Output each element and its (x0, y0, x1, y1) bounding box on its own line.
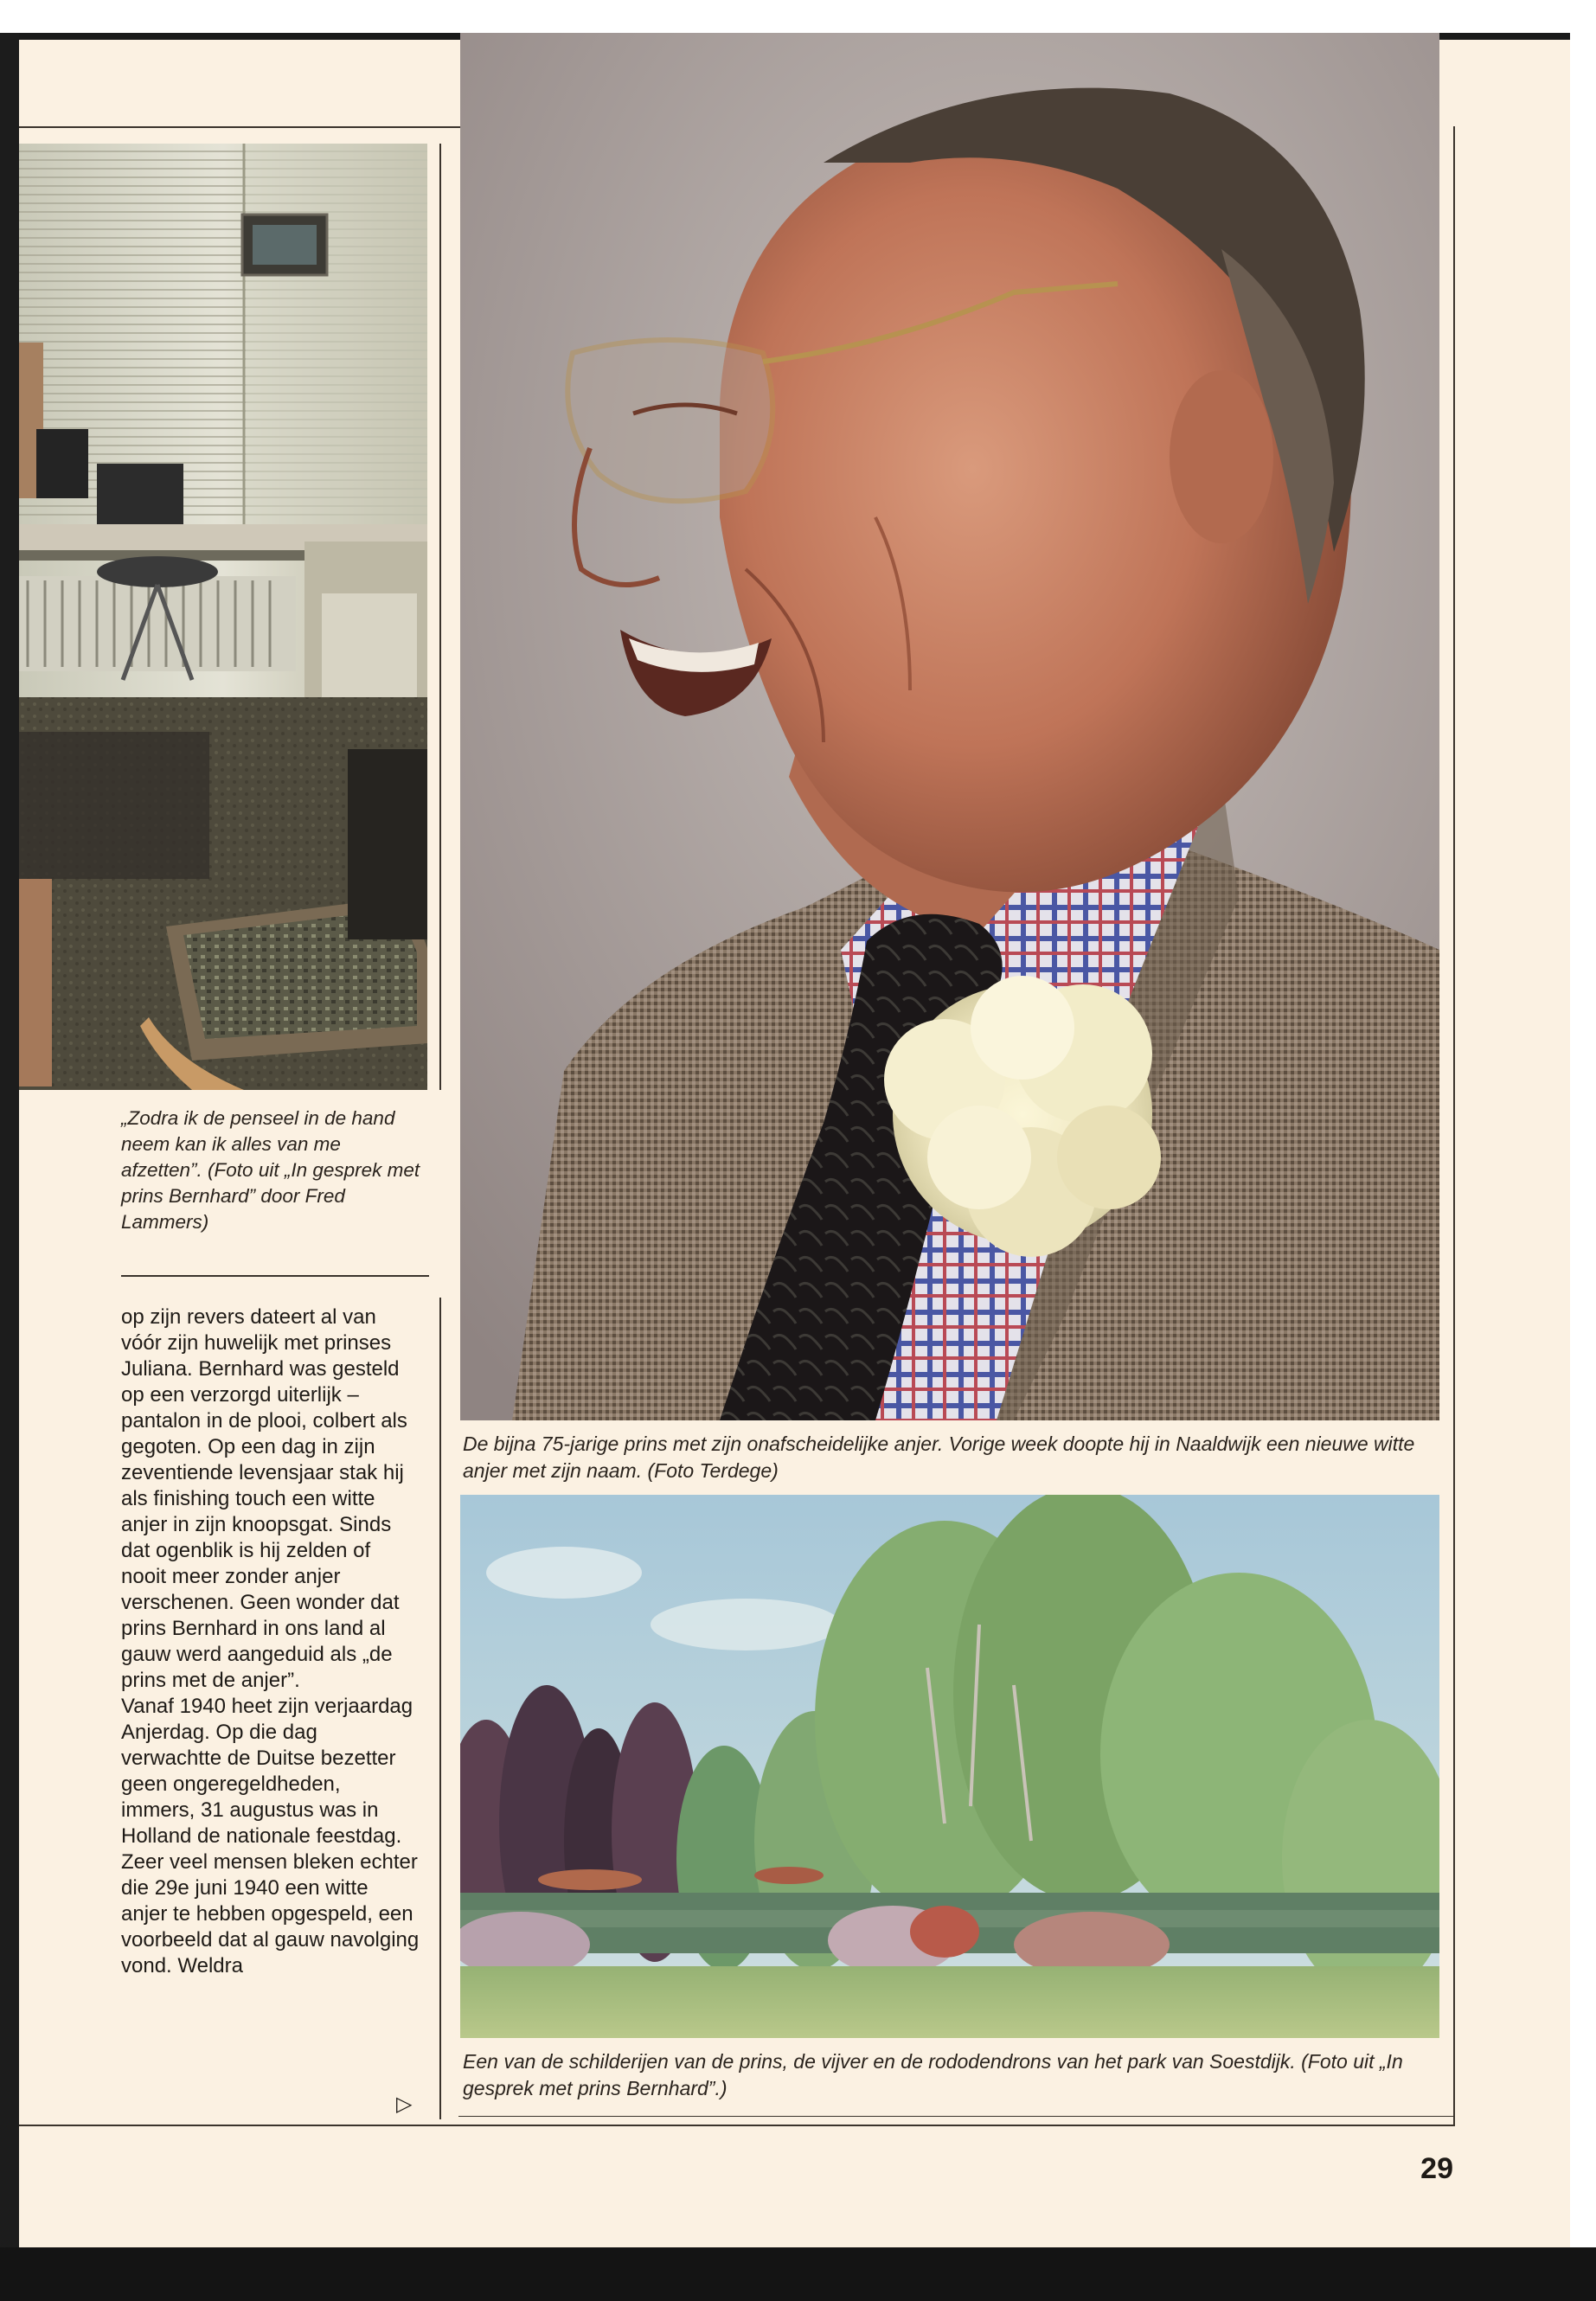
atelier-photo (19, 144, 427, 1090)
scan-border-left (0, 33, 19, 2282)
scan-margin-right (1570, 33, 1596, 2282)
page-number: 29 (1420, 2152, 1453, 2185)
scan-border-bottom (0, 2247, 1596, 2301)
painting-caption: Een van de schilderijen van de prins, de vijver en de rododendrons van het park van Soestdijk. (Foto uit „In gesprek met prins Bernhard”.) (463, 2050, 1403, 2099)
continue-arrow-icon: ▷ (396, 2093, 413, 2116)
portrait-caption: De bijna 75-jarige prins met zijn onafscheidelijke anjer. Vorige week doopte hij in Naaldwijk een nieuwe witte anjer met zijn naam. (Foto Terdege) (463, 1433, 1415, 1482)
frame-line-right (1453, 126, 1455, 2125)
frame-line-bottom (19, 2125, 1455, 2126)
painting-photo (460, 1495, 1439, 2038)
scan-margin-top (0, 0, 1596, 33)
portrait-photo (460, 33, 1439, 1420)
frame-line-photo-right (439, 144, 441, 1090)
column-rule (439, 1298, 441, 2119)
frame-line-top-left (19, 126, 460, 128)
caption-underline (458, 2116, 1453, 2117)
atelier-caption: „Zodra ik de penseel in de hand neem kan ik alles van me afzetten”. (Foto uit „In gesprek met prins Bernhard” door Fred Lammers) (121, 1107, 420, 1233)
caption-rule (121, 1275, 429, 1277)
article-body-text: op zijn revers dateert al van vóór zijn huwelijk met prinses Juliana. Bernhard was gesteld op een verzorgd uiterlijk – pantalon in de plooi, colbert als gegoten. Op een dag in zijn zeventiende levensjaar stak hij als finishing touch een witte anjer in zijn knoopsgat. Sinds dat ogenblik is hij zelden of nooit meer zonder anjer verschenen. Geen wonder dat prins Bernhard in ons land al gauw werd aangeduid als „de prins met de anjer”. Vanaf 1940 heet zijn verjaardag Anjerdag. Op die dag verwachtte de Duitse bezetter geen ongeregeldheden, immers, 31 augustus was in Holland de nationale feestdag. Zeer veel mensen bleken echter die 29e juni 1940 een witte anjer te hebben opgespeld, een voorbeeld dat al gauw navolging vond. Weldra (121, 1305, 420, 1977)
